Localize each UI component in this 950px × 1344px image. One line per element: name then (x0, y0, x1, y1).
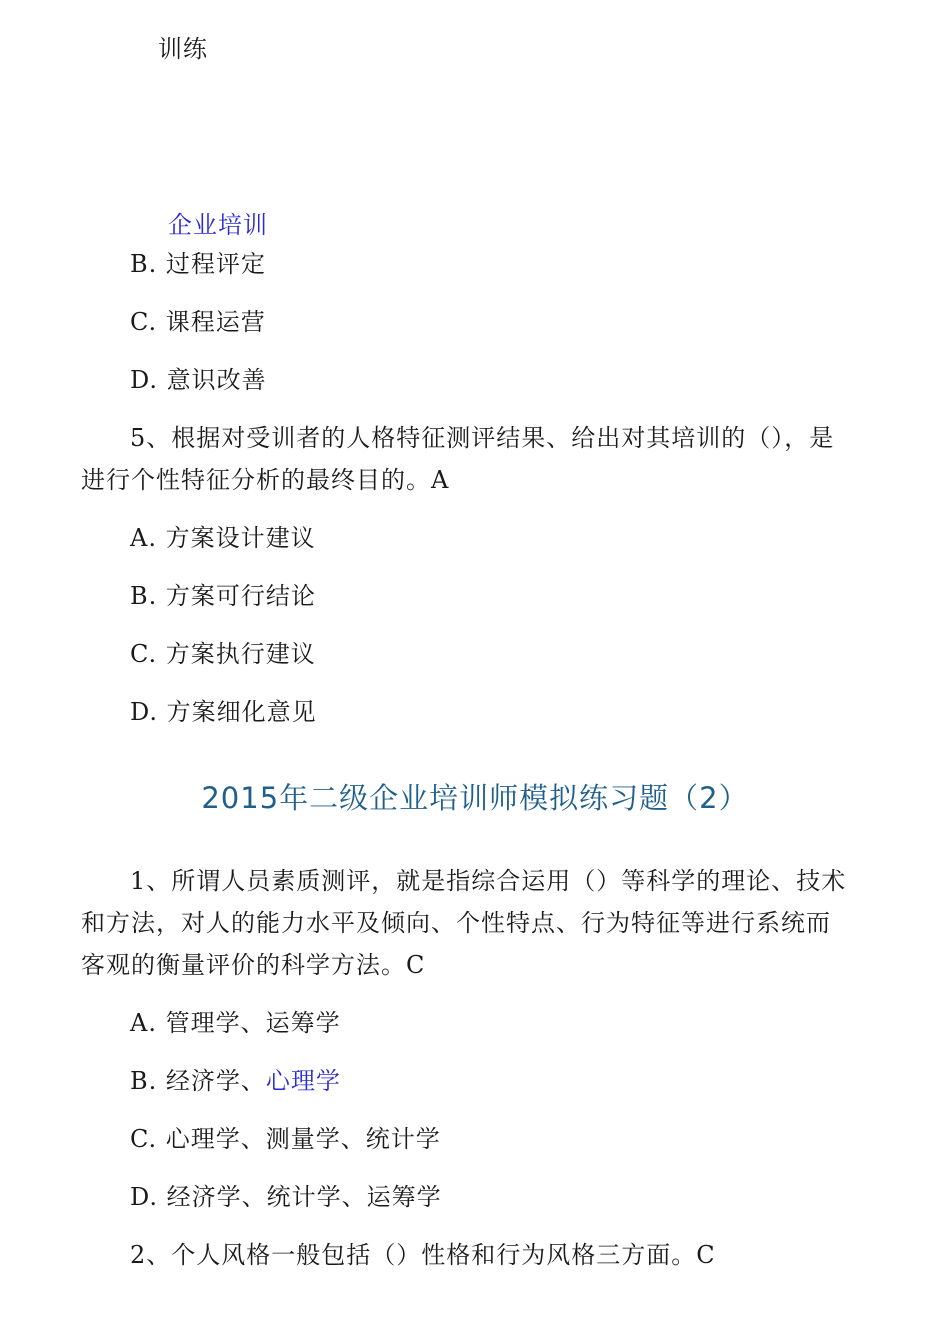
s2q1-option-c: C. 心理学、测量学、统计学 (130, 1125, 441, 1153)
s2q1-option-d: D. 经济学、统计学、运筹学 (130, 1183, 442, 1211)
q4-option-c: C. 课程运营 (130, 308, 266, 336)
q5-option-d: D. 方案细化意见 (130, 698, 317, 726)
s2q1-option-a: A. 管理学、运筹学 (130, 1009, 341, 1037)
section-title: 2015年二级企业培训师模拟练习题（2） (201, 781, 749, 815)
link-psychology[interactable]: 心理学 (265, 1067, 341, 1095)
s2q1-option-b-text: B. 经济学、 (130, 1067, 266, 1095)
link-enterprise-training[interactable]: 企业培训 (168, 211, 268, 239)
q5-option-b: B. 方案可行结论 (130, 582, 316, 610)
q4-option-b: B. 过程评定 (130, 250, 266, 278)
s2q1-stem-line-3: 客观的衡量评价的科学方法。C (81, 951, 426, 979)
q5-option-a: A. 方案设计建议 (130, 524, 316, 552)
q4-option-d: D. 意识改善 (130, 366, 267, 394)
text-fragment-top: 训练 (158, 35, 208, 63)
s2q1-option-b (130, 1066, 341, 1096)
s2q1-stem-line-1: 1、所谓人员素质测评，就是指综合运用（）等科学的理论、技术 (130, 867, 847, 895)
q5-stem-line-2: 进行个性特征分析的最终目的。A (81, 466, 450, 494)
s2q1-stem-line-2: 和方法，对人的能力水平及倾向、个性特点、行为特征等进行系统而 (81, 909, 831, 937)
q5-option-c: C. 方案执行建议 (130, 640, 316, 668)
s2q2-stem-line-1: 2、个人风格一般包括（）性格和行为风格三方面。C (130, 1241, 716, 1269)
q5-stem-line-1: 5、根据对受训者的人格特征测评结果、给出对其培训的（），是 (130, 424, 835, 452)
